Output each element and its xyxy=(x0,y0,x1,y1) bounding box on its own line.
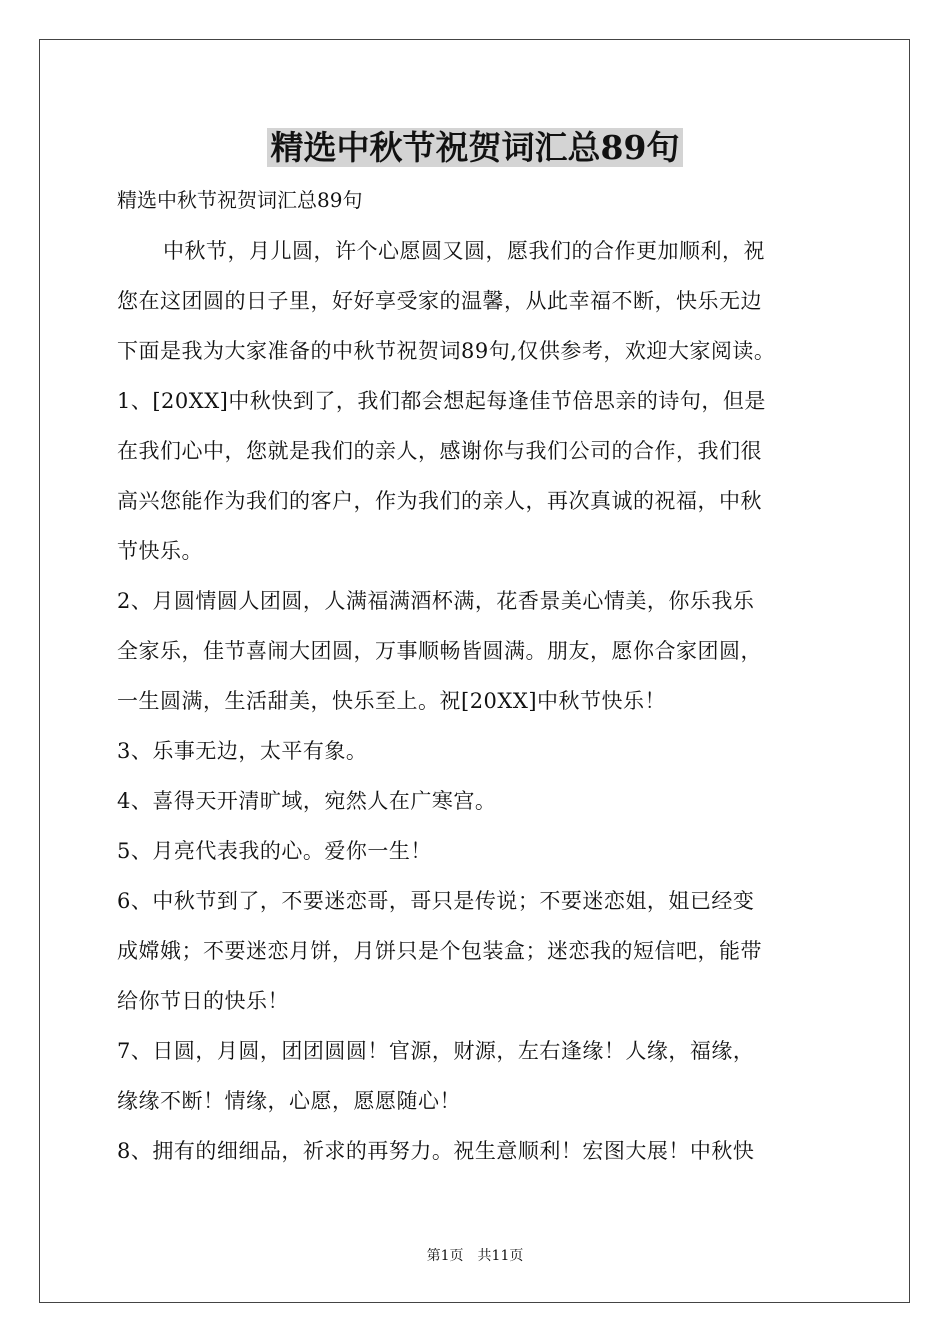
intro-line: 下面是我为大家准备的中秋节祝贺词89句,仅供参考，欢迎大家阅读。 xyxy=(117,339,776,363)
document-subtitle: 精选中秋节祝贺词汇总89句 xyxy=(117,188,363,212)
page-footer xyxy=(0,1246,950,1266)
greeting-line: 8、拥有的细细品，祈求的再努力。祝生意顺利！宏图大展！中秋快 xyxy=(117,1139,755,1163)
greeting-line: 高兴您能作为我们的客户，作为我们的亲人，再次真诚的祝福，中秋 xyxy=(117,489,762,513)
intro-line: 您在这团圆的日子里，好好享受家的温馨，从此幸福不断，快乐无边 xyxy=(117,289,762,313)
intro-line: 中秋节，月儿圆，许个心愿圆又圆，愿我们的合作更加顺利，祝 xyxy=(163,239,765,263)
greeting-line: 在我们心中，您就是我们的亲人，感谢你与我们公司的合作，我们很 xyxy=(117,439,762,463)
document-title-text: 精选中秋节祝贺词汇总89句 xyxy=(267,128,684,167)
greeting-item-7 xyxy=(117,1026,847,1126)
greeting-line: 缘缘不断！情缘，心愿，愿愿随心！ xyxy=(117,1089,461,1113)
greeting-item-6 xyxy=(117,876,847,1026)
document-title xyxy=(0,124,950,172)
page-total: 共11页 xyxy=(477,1248,524,1264)
greeting-line: 一生圆满，生活甜美，快乐至上。祝[20XX]中秋节快乐！ xyxy=(117,689,667,713)
greeting-item-3 xyxy=(117,726,847,776)
document-body xyxy=(117,178,847,1176)
greeting-line: 2、月圆情圆人团圆，人满福满酒杯满，花香景美心情美，你乐我乐 xyxy=(117,589,755,613)
intro-paragraph xyxy=(117,226,847,376)
greeting-item-2 xyxy=(117,576,847,726)
greeting-item-8 xyxy=(117,1126,847,1176)
greeting-line: 给你节日的快乐！ xyxy=(117,989,289,1013)
greeting-item-5 xyxy=(117,826,847,876)
greeting-line: 6、中秋节到了，不要迷恋哥，哥只是传说；不要迷恋姐，姐已经变 xyxy=(117,889,755,913)
greeting-line: 3、乐事无边，太平有象。 xyxy=(117,739,368,763)
greeting-line: 5、月亮代表我的心。爱你一生！ xyxy=(117,839,432,863)
greeting-line: 4、喜得天开清旷域，宛然人在广寒宫。 xyxy=(117,789,497,813)
greeting-line: 成嫦娥；不要迷恋月饼，月饼只是个包装盒；迷恋我的短信吧，能带 xyxy=(117,939,762,963)
page-number: 第1页 xyxy=(426,1248,464,1264)
greeting-line: 全家乐，佳节喜闹大团圆，万事顺畅皆圆满。朋友，愿你合家团圆， xyxy=(117,639,762,663)
greeting-item-4 xyxy=(117,776,847,826)
greeting-line: 节快乐。 xyxy=(117,539,203,563)
greeting-line: 1、[20XX]中秋快到了，我们都会想起每逢佳节倍思亲的诗句，但是 xyxy=(117,389,766,413)
greeting-line: 7、日圆，月圆，团团圆圆！官源，财源，左右逢缘！人缘，福缘， xyxy=(117,1039,755,1063)
greeting-item-1 xyxy=(117,376,847,576)
